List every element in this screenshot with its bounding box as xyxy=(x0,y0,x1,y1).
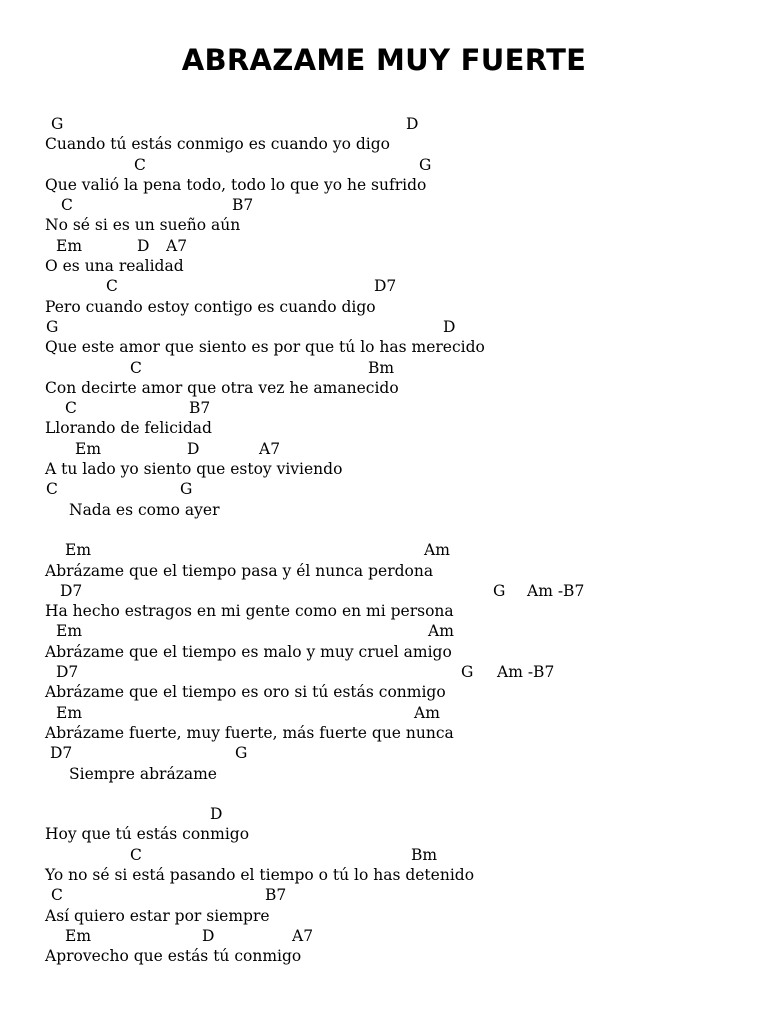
chord-line xyxy=(0,621,768,641)
lyric-line xyxy=(0,865,768,885)
lyric-line xyxy=(0,601,768,621)
chord-symbol: Em xyxy=(56,703,83,722)
lyric-text: Yo no sé si está pasando el tiempo o tú lo has detenido xyxy=(45,865,475,884)
chord-line xyxy=(0,114,768,134)
chord-symbol: C xyxy=(51,886,63,905)
chord-line xyxy=(0,236,768,256)
lyric-line xyxy=(0,906,768,926)
chord-line xyxy=(0,317,768,337)
lyric-text: O es una realidad xyxy=(45,257,184,276)
chord-line xyxy=(0,804,768,824)
lyric-text: Llorando de felicidad xyxy=(45,419,212,438)
chord-symbol: D xyxy=(210,805,223,824)
chord-symbol: Am xyxy=(424,541,450,560)
chord-symbol: D xyxy=(443,317,456,336)
chord-line xyxy=(0,662,768,682)
chord-symbol: G xyxy=(46,317,59,336)
lyric-line xyxy=(0,378,768,398)
lyric-line xyxy=(0,682,768,702)
chord-symbol: Em xyxy=(75,439,102,458)
chord-symbol: D xyxy=(187,439,200,458)
chord-symbol: Em xyxy=(65,926,92,945)
chord-symbol: G xyxy=(493,581,506,600)
lyric-text: Con decirte amor que otra vez he amanecido xyxy=(45,378,399,397)
chord-symbol: G xyxy=(419,155,432,174)
chord-symbol: Bm xyxy=(368,358,395,377)
chord-symbol: Em xyxy=(65,541,92,560)
chord-symbol: Em xyxy=(56,622,83,641)
chord-symbol: D7 xyxy=(50,744,73,763)
lyric-line xyxy=(0,215,768,235)
lyric-line xyxy=(0,561,768,581)
chord-line xyxy=(0,155,768,175)
chord-symbol: C xyxy=(46,480,58,499)
lyric-text: Pero cuando estoy contigo es cuando digo xyxy=(45,297,376,316)
lyric-text: Que valió la pena todo, todo lo que yo he sufrido xyxy=(45,175,427,194)
chord-line xyxy=(0,398,768,418)
lyric-line xyxy=(0,134,768,154)
chord-symbol: C xyxy=(61,196,73,215)
chord-line xyxy=(0,479,768,499)
lyric-text: A tu lado yo siento que estoy viviendo xyxy=(45,460,343,479)
chord-symbol: B7 xyxy=(232,196,254,215)
chord-line xyxy=(0,926,768,946)
chord-symbol: C xyxy=(130,358,142,377)
chord-line xyxy=(0,885,768,905)
chord-symbol: C xyxy=(106,277,118,296)
chord-symbol: G xyxy=(461,663,474,682)
chord-symbol: D xyxy=(137,236,150,255)
chord-symbol: D7 xyxy=(374,277,397,296)
lyric-text: Abrázame que el tiempo es malo y muy cruel amigo xyxy=(45,642,452,661)
lyric-text: Así quiero estar por siempre xyxy=(45,906,270,925)
lyric-line xyxy=(0,764,768,784)
chord-symbol: D7 xyxy=(56,663,79,682)
lyric-text: Aprovecho que estás tú conmigo xyxy=(45,947,302,966)
lyric-text: Hoy que tú estás conmigo xyxy=(45,825,250,844)
chord-symbol: Em xyxy=(56,236,83,255)
chord-line xyxy=(0,276,768,296)
lyric-line xyxy=(0,723,768,743)
stanza-gap xyxy=(0,784,768,804)
chord-symbol: Bm xyxy=(411,845,438,864)
song-title: ABRAZAME MUY FUERTE xyxy=(181,43,587,77)
chord-symbol: D xyxy=(406,115,419,133)
lyric-line xyxy=(0,459,768,479)
lyric-line xyxy=(0,500,768,520)
chord-line xyxy=(0,439,768,459)
chord-symbol: C xyxy=(65,399,77,418)
lyric-line xyxy=(0,418,768,438)
lyric-text: Siempre abrázame xyxy=(69,764,217,783)
lyric-text: Que este amor que siento es por que tú lo has merecido xyxy=(45,338,485,357)
chord-symbol: G xyxy=(235,744,248,763)
lyric-line xyxy=(0,642,768,662)
chord-symbol: G xyxy=(51,115,64,133)
lyric-line xyxy=(0,946,768,966)
chord-symbol: A7 xyxy=(166,236,188,255)
chord-symbol: A7 xyxy=(292,926,314,945)
lyrics-and-chords xyxy=(0,114,768,966)
chord-line xyxy=(0,581,768,601)
lyric-text: Ha hecho estragos en mi gente como en mi persona xyxy=(45,602,454,621)
chord-symbol: Am -B7 xyxy=(497,663,555,682)
chord-line xyxy=(0,540,768,560)
chord-symbol: Am xyxy=(428,622,454,641)
lyric-text: Abrázame fuerte, muy fuerte, más fuerte que nunca xyxy=(45,723,454,742)
stanza-gap xyxy=(0,520,768,540)
chord-symbol: C xyxy=(134,155,146,174)
chord-line xyxy=(0,195,768,215)
lyric-line xyxy=(0,337,768,357)
lyric-line xyxy=(0,824,768,844)
chord-symbol: C xyxy=(130,845,142,864)
lyric-line xyxy=(0,297,768,317)
chord-symbol: D7 xyxy=(60,581,83,600)
chord-symbol: Am -B7 xyxy=(527,581,585,600)
chord-line xyxy=(0,358,768,378)
lyric-text: Abrázame que el tiempo es oro si tú estás conmigo xyxy=(45,683,446,702)
chord-line xyxy=(0,845,768,865)
chord-line xyxy=(0,703,768,723)
chord-symbol: A7 xyxy=(259,439,281,458)
lyric-text: Cuando tú estás conmigo es cuando yo digo xyxy=(45,135,390,154)
chord-symbol: B7 xyxy=(189,399,211,418)
lyric-text: Abrázame que el tiempo pasa y él nunca perdona xyxy=(45,561,434,580)
chord-symbol: G xyxy=(180,480,193,499)
lyric-text: Nada es como ayer xyxy=(69,500,220,519)
chord-symbol: D xyxy=(202,926,215,945)
chord-symbol: Am xyxy=(414,703,440,722)
chord-symbol: B7 xyxy=(265,886,287,905)
lyric-text: No sé si es un sueño aún xyxy=(45,216,241,235)
lyric-line xyxy=(0,256,768,276)
lyric-line xyxy=(0,175,768,195)
chord-line xyxy=(0,743,768,763)
